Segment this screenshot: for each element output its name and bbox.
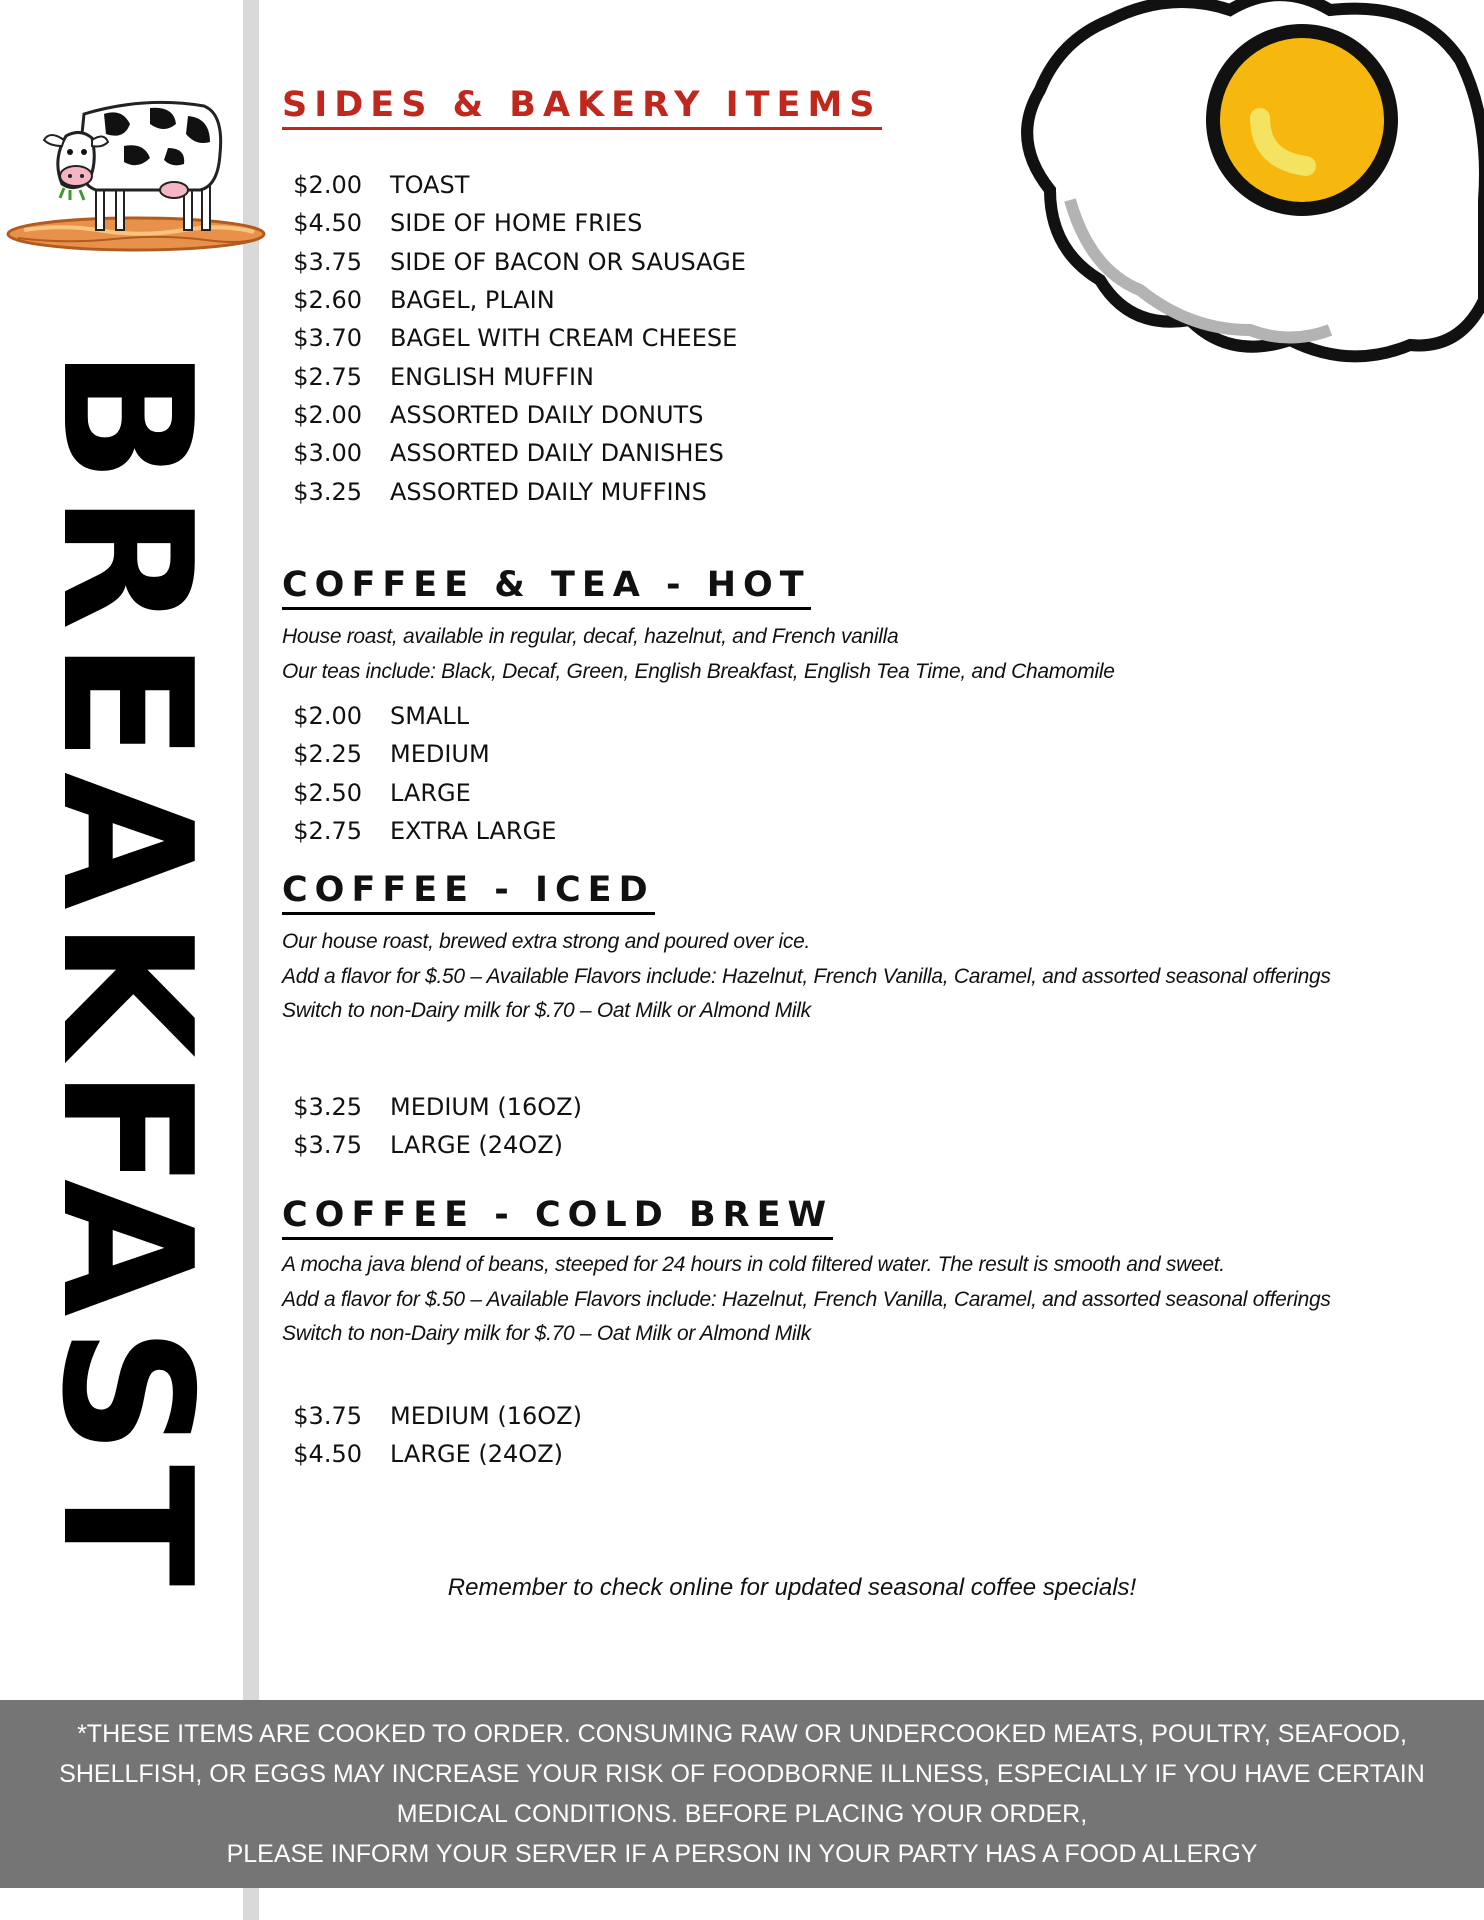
item-name: MEDIUM xyxy=(390,740,490,769)
description-line: Our house roast, brewed extra strong and poured over ice. xyxy=(282,930,811,953)
description-line: A mocha java blend of beans, steeped for 24 hours in cold filtered water. The result is smooth and sweet. xyxy=(282,1253,1225,1276)
coffee-iced-description xyxy=(282,925,1342,1029)
item-name: ASSORTED DAILY MUFFINS xyxy=(390,477,707,506)
list-item xyxy=(282,281,746,319)
item-name: ASSORTED DAILY DANISHES xyxy=(390,439,724,468)
item-price: $2.75 xyxy=(293,362,362,391)
disclaimer-line: PLEASE INFORM YOUR SERVER IF A PERSON IN YOUR PARTY HAS A FOOD ALLERGY xyxy=(226,1840,1258,1868)
item-price: $3.25 xyxy=(293,1093,362,1122)
item-name: SMALL xyxy=(390,702,470,731)
coffee-tea-hot-list xyxy=(282,697,556,850)
list-item xyxy=(282,774,556,812)
fried-egg-icon xyxy=(990,0,1484,372)
item-price: $4.50 xyxy=(293,209,362,238)
item-name: ASSORTED DAILY DONUTS xyxy=(390,400,704,429)
item-price: $2.60 xyxy=(293,286,362,315)
coffee-iced-heading: COFFEE - ICED xyxy=(282,873,655,915)
item-price: $3.00 xyxy=(293,439,362,468)
egg-yolk xyxy=(1220,38,1384,202)
disclaimer-line: SHELLFISH, OR EGGS MAY INCREASE YOUR RISK OF FOODBORNE ILLNESS, ESPECIALLY IF YOU HAVE CERTAIN xyxy=(59,1760,1425,1788)
allergy-disclaimer xyxy=(0,1700,1484,1888)
item-name: TOAST xyxy=(390,171,470,200)
description-line: Add a flavor for $.50 – Available Flavors include: Hazelnut, French Vanilla, Caramel, and assorted seasonal offerings xyxy=(282,964,1331,988)
description-line: Switch to non-Dairy milk for $.70 – Oat Milk or Almond Milk xyxy=(282,999,811,1022)
item-price: $3.75 xyxy=(293,1402,362,1431)
item-name: EXTRA LARGE xyxy=(390,817,557,846)
list-item xyxy=(282,434,746,472)
item-name: LARGE (24OZ) xyxy=(390,1131,564,1160)
description-line: Our teas include: Black, Decaf, Green, English Breakfast, English Tea Time, and Chamomile xyxy=(282,659,1115,683)
coffee-iced-list xyxy=(282,1088,582,1165)
item-price: $2.50 xyxy=(293,778,362,807)
item-name: SIDE OF BACON OR SAUSAGE xyxy=(390,247,746,276)
item-price: $4.50 xyxy=(293,1440,362,1469)
item-price: $3.25 xyxy=(293,477,362,506)
list-item xyxy=(282,204,746,242)
list-item xyxy=(282,1126,582,1164)
list-item xyxy=(282,472,746,510)
item-name: SIDE OF HOME FRIES xyxy=(390,209,643,238)
list-item xyxy=(282,697,556,735)
description-line: House roast, available in regular, decaf, hazelnut, and French vanilla xyxy=(282,625,899,648)
list-item xyxy=(282,1435,582,1473)
item-price: $2.75 xyxy=(293,817,362,846)
item-price: $3.70 xyxy=(293,324,362,353)
item-price: $2.00 xyxy=(293,400,362,429)
item-name: LARGE (24OZ) xyxy=(390,1440,564,1469)
breakfast-title: BREAKFAST xyxy=(23,347,230,1597)
list-item xyxy=(282,243,746,281)
item-price: $3.75 xyxy=(293,247,362,276)
list-item xyxy=(282,735,556,773)
coffee-cold-brew-list xyxy=(282,1397,582,1474)
list-item xyxy=(282,396,746,434)
item-name: LARGE xyxy=(390,778,471,807)
list-item xyxy=(282,812,556,850)
disclaimer-line: *THESE ITEMS ARE COOKED TO ORDER. CONSUMING RAW OR UNDERCOOKED MEATS, POULTRY, SEAFOOD, xyxy=(77,1720,1407,1748)
coffee-cold-brew-heading: COFFEE - COLD BREW xyxy=(282,1198,833,1240)
coffee-cold-brew-description xyxy=(282,1248,1342,1352)
list-item xyxy=(282,357,746,395)
disclaimer-line: MEDICAL CONDITIONS. BEFORE PLACING YOUR ORDER, xyxy=(396,1800,1088,1828)
sidebar-divider xyxy=(243,0,259,1920)
description-line: Switch to non-Dairy milk for $.70 – Oat Milk or Almond Milk xyxy=(282,1322,811,1345)
seasonal-specials-note: Remember to check online for updated seasonal coffee specials! xyxy=(447,1574,1137,1601)
list-item xyxy=(282,166,746,204)
item-price: $2.00 xyxy=(293,702,362,731)
coffee-tea-hot-heading: COFFEE & TEA - HOT xyxy=(282,568,811,610)
list-item xyxy=(282,1397,582,1435)
item-price: $3.75 xyxy=(293,1131,362,1160)
sides-bakery-list xyxy=(282,166,746,511)
item-name: BAGEL WITH CREAM CHEESE xyxy=(390,324,738,353)
item-price: $2.00 xyxy=(293,171,362,200)
item-name: ENGLISH MUFFIN xyxy=(390,362,594,391)
sides-bakery-heading: SIDES & BAKERY ITEMS xyxy=(282,88,882,130)
list-item xyxy=(282,1088,582,1126)
coffee-tea-hot-description xyxy=(282,620,1342,689)
description-line: Add a flavor for $.50 – Available Flavors include: Hazelnut, French Vanilla, Caramel, and assorted seasonal offerings xyxy=(282,1287,1331,1311)
item-name: BAGEL, PLAIN xyxy=(390,286,555,315)
list-item xyxy=(282,319,746,357)
item-price: $2.25 xyxy=(293,740,362,769)
item-name: MEDIUM (16OZ) xyxy=(390,1402,582,1431)
cow-on-bread-icon xyxy=(4,94,268,262)
item-name: MEDIUM (16OZ) xyxy=(390,1093,582,1122)
